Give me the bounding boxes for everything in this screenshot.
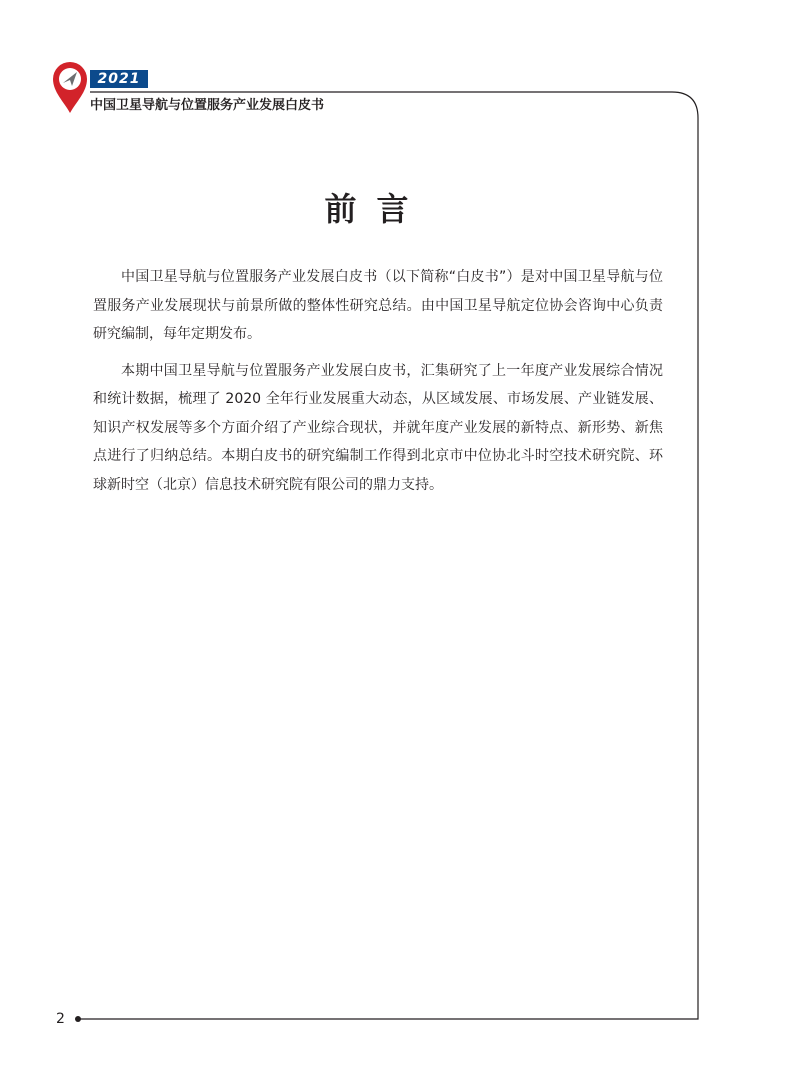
body-text bbox=[93, 263, 663, 507]
page-title: 前言 bbox=[324, 190, 429, 228]
paragraph: 本期中国卫星导航与位置服务产业发展白皮书，汇集研究了上一年度产业发展综合情况和统计数据，梳理了 2020 全年行业发展重大动态，从区域发展、市场发展、产业链发展、知识产权发展等多个方面介绍了产业综合现状，并就年度产业发展的新特点、新形势、新焦点进行了归纳总结。本期白皮书的研究编制工作得到北京市中位协北斗时空技术研究院、环球新时空（北京）信息技术研究院有限公司的鼎力支持。 bbox=[93, 362, 663, 493]
header-title: 中国卫星导航与位置服务产业发展白皮书 bbox=[90, 98, 325, 113]
year-badge: 2021 bbox=[90, 70, 148, 88]
paragraph: 中国卫星导航与位置服务产业发展白皮书（以下简称“白皮书”）是对中国卫星导航与位置服务产业发展现状与前景所做的整体性研究总结。由中国卫星导航定位协会咨询中心负责研究编制，每年定期发布。 bbox=[93, 269, 663, 342]
page-number: 2 bbox=[56, 1011, 65, 1027]
location-pin-icon bbox=[52, 62, 88, 114]
